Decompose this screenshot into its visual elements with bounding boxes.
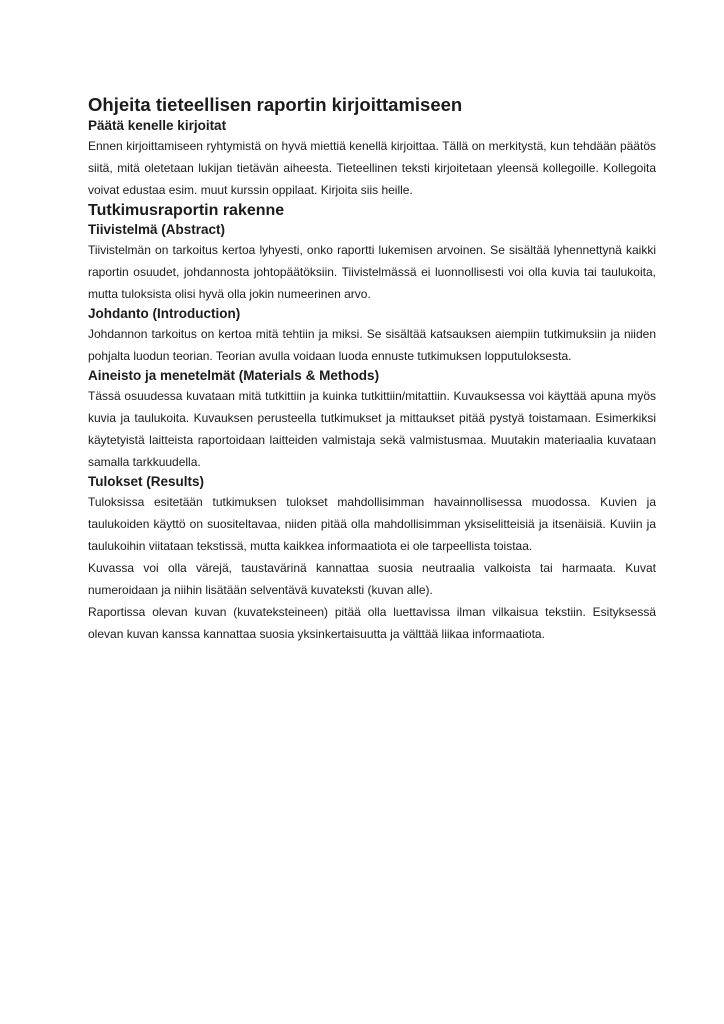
heading-paata-kenelle-kirjoitat: Päätä kenelle kirjoitat	[88, 118, 227, 133]
document-title: Ohjeita tieteellisen raportin kirjoittamiseen	[88, 94, 463, 115]
heading-aineisto-ja-menetelmat: Aineisto ja menetelmät (Materials & Methods)	[88, 368, 380, 383]
paragraph-tiivistelma: Tiivistelmän on tarkoitus kertoa lyhyesti, onko raportti lukemisen arvoinen. Se sisältää lyhennettynä kaikki raportin osuudet, johdannosta johtopäätöksiin. Tiivistelmässä ei luonnollisesti voi olla kuvia tai taulukoita, mutta tuloksista olisi hyvä olla jokin numeerinen arvo.	[88, 243, 656, 301]
heading-tutkimusraportin-rakenne: Tutkimusraportin rakenne	[88, 202, 285, 219]
paragraph-intro: Ennen kirjoittamiseen ryhtymistä on hyvä miettiä kenellä kirjoittaa. Tällä on merkitystä, kun tehdään päätös siitä, mitä oletetaan lukijan tietävän aiheesta. Tieteellinen teksti kirjoitetaan yleensä kollegoille. Kollegoita voivat edustaa esim. muut kurssin oppilaat. Kirjoita siis heille.	[88, 139, 656, 197]
paragraph-tulokset-2: Kuvassa voi olla värejä, taustavärinä kannattaa suosia neutraalia valkoista tai harmaata. Kuvat numeroidaan ja niihin lisätään selventävä kuvateksti (kuvan alle).	[88, 561, 656, 597]
paragraph-tulokset-3: Raportissa olevan kuvan (kuvateksteineen) pitää olla luettavissa ilman vilkaisua tekstiin. Esityksessä olevan kuvan kanssa kannattaa suosia yksinkertaisuutta ja välttää liikaa informaatiota.	[88, 605, 656, 641]
paragraph-tulokset-1: Tuloksissa esitetään tutkimuksen tulokset mahdollisimman havainnollisessa muodossa. Kuvien ja taulukoiden käyttö on suositeltavaa, niiden pitää olla mahdollisimman yksiselitteisiä ja itsenäisiä. Kuviin ja taulukoihin viitataan tekstissä, mutta kaikkea informaatiota ei ole tarpeellista toistaa.	[88, 495, 656, 553]
heading-tulokset-results: Tulokset (Results)	[88, 474, 205, 489]
paragraph-johdanto: Johdannon tarkoitus on kertoa mitä tehtiin ja miksi. Se sisältää katsauksen aiempiin tutkimuksiin ja niiden pohjalta luodun teorian. Teorian avulla voidaan luoda ennuste tutkimuksen lopputuloksesta.	[88, 327, 656, 363]
heading-tiivistelma-abstract: Tiivistelmä (Abstract)	[88, 222, 226, 237]
heading-johdanto-introduction: Johdanto (Introduction)	[88, 306, 241, 321]
paragraph-aineisto: Tässä osuudessa kuvataan mitä tutkittiin ja kuinka tutkittiin/mitattiin. Kuvauksessa voi käyttää apuna myös kuvia ja taulukoita. Kuvauksen perusteella tutkimukset ja mittaukset pitää pystyä toistamaan. Esimerkiksi käytetyistä laitteista raportoidaan laitteiden valmistaja sekä valmistusmaa. Muutakin materiaalia kuvataan samalla tarkkuudella.	[88, 389, 656, 469]
